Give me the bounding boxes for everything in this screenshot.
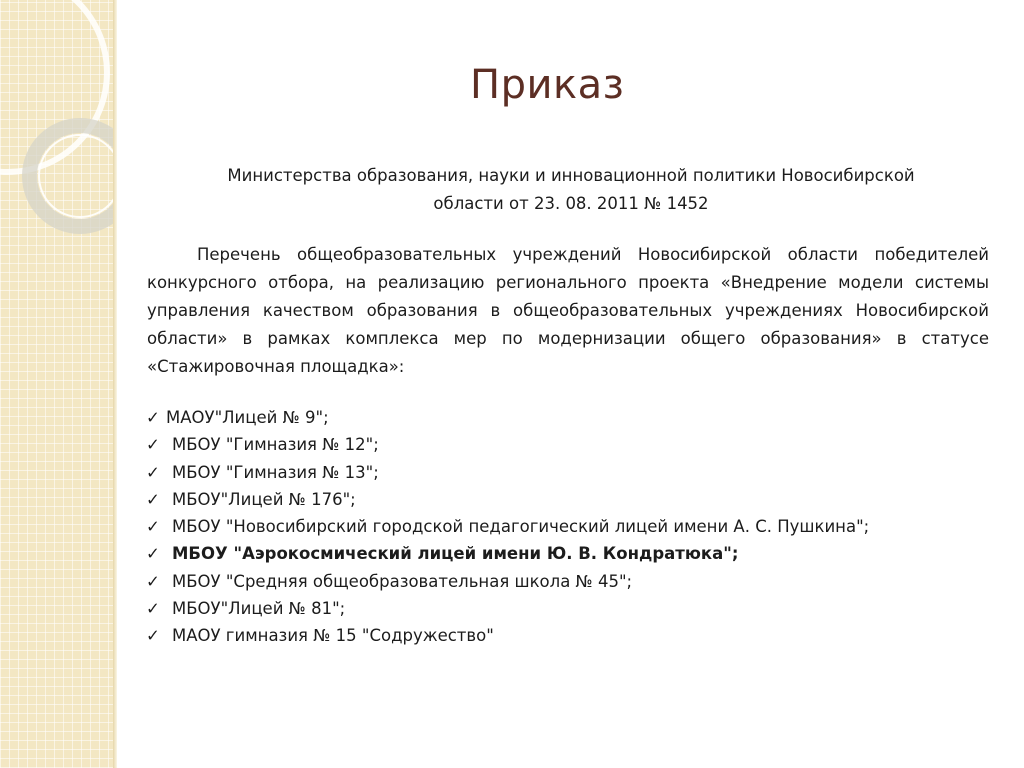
- list-item-text: МБОУ "Новосибирский городской педагогический лицей имени А. С. Пушкина";: [172, 517, 870, 537]
- checkmark-icon: ✓: [146, 462, 160, 482]
- list-item: [146, 431, 996, 458]
- list-item-text: МБОУ"Лицей № 176";: [172, 489, 356, 509]
- list-item: [146, 486, 996, 513]
- description-paragraph: Перечень общеобразовательных учреждений Новосибирской области победителей конкурсного отбора, на реализацию регионального проекта «Внедрение модели системы управления качеством образования в общеобразовательных учреждениях Новосибирской области» в рамках комплекса мер по модернизации общего образования» в статусе «Стажировочная площадка»:: [147, 245, 989, 376]
- list-item: [146, 540, 996, 567]
- list-item: [146, 513, 996, 540]
- list-item: [146, 622, 996, 649]
- list-item: [146, 459, 996, 486]
- checkmark-icon: ✓: [146, 544, 160, 564]
- checkmark-icon: ✓: [146, 626, 160, 646]
- side-strip-edge: [113, 0, 117, 768]
- list-item-text: МБОУ "Средняя общеобразовательная школа № 45";: [172, 571, 633, 591]
- list-item: [146, 595, 996, 622]
- list-item-text: МАОУ"Лицей № 9";: [166, 408, 329, 427]
- list-item-text: МБОУ "Гимназия № 13";: [172, 462, 379, 482]
- list-item: [146, 568, 996, 595]
- subtitle-line-1: Министерства образования, науки и инновационной политики Новосибирской: [227, 166, 915, 185]
- list-item-text: МБОУ"Лицей № 81";: [172, 599, 346, 619]
- list-item-text: МБОУ "Гимназия № 12";: [172, 435, 379, 455]
- list-item: [146, 404, 996, 431]
- school-list: [146, 404, 996, 650]
- list-item-text: МБОУ "Аэрокосмический лицей имени Ю. В. Кондратюка";: [172, 544, 739, 564]
- checkmark-icon: ✓: [146, 408, 160, 427]
- list-item-text: МАОУ гимназия № 15 "Содружество": [172, 626, 494, 646]
- checkmark-icon: ✓: [146, 489, 160, 509]
- checkmark-icon: ✓: [146, 571, 160, 591]
- decorative-ring-inner: [38, 134, 113, 218]
- slide-title: Приказ: [470, 62, 625, 108]
- checkmark-icon: ✓: [146, 599, 160, 619]
- decorative-side-strip: [0, 0, 113, 768]
- checkmark-icon: ✓: [146, 517, 160, 537]
- checkmark-icon: ✓: [146, 435, 160, 455]
- order-subtitle: [150, 162, 992, 218]
- subtitle-line-2: области от 23. 08. 2011 № 1452: [433, 194, 709, 213]
